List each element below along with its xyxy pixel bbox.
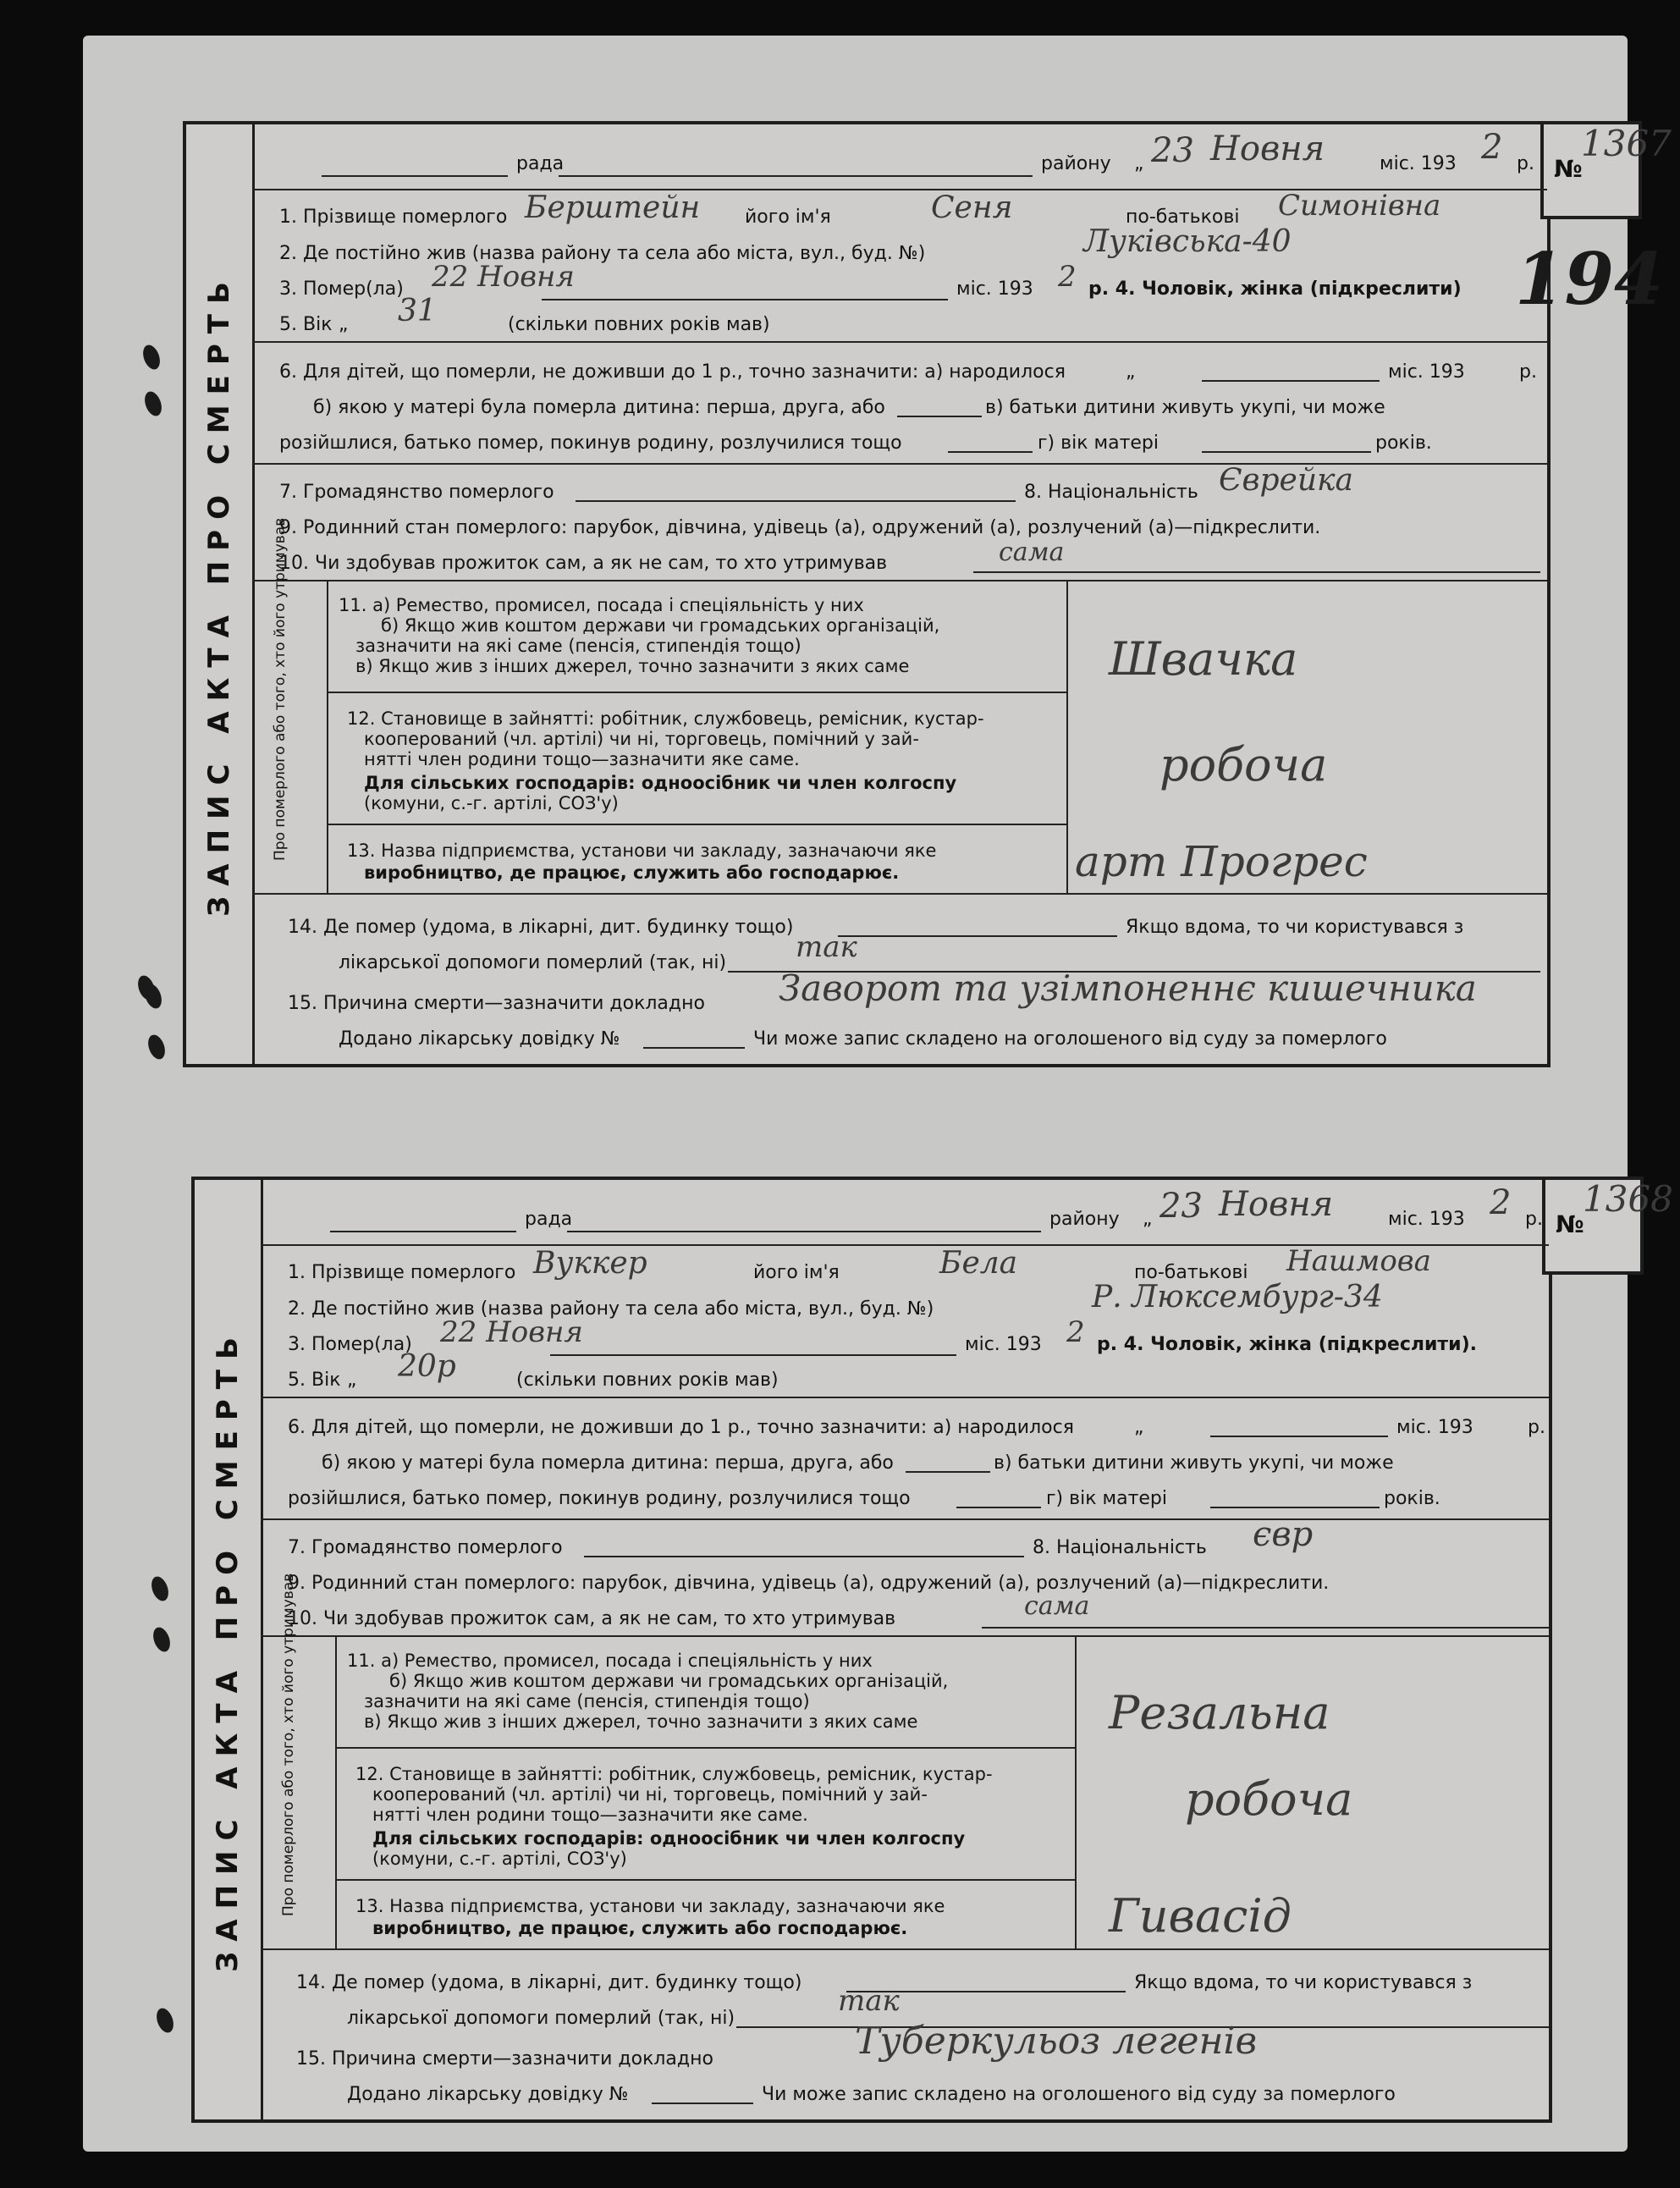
- margin-number: 194: [1515, 237, 1664, 321]
- header-rada: рада: [525, 1209, 573, 1230]
- row-6-quote: „: [1126, 361, 1136, 383]
- row-1-surname: Вуккер: [533, 1246, 647, 1281]
- row-11-line3: зазначити на які саме (пенсія, стипендія тощо): [355, 636, 801, 656]
- row-6-line2b: в) батьки дитини живуть укупі, чи може: [985, 397, 1385, 418]
- row-11-value: Швачка: [1109, 632, 1298, 686]
- header-year: 2: [1490, 1183, 1512, 1222]
- row-11-line4: в) Якщо жив з інших джерел, точно зазначити з яких саме: [364, 1711, 918, 1732]
- row-12-line1: 12. Становище в зайнятті: робітник, службовець, ремісник, кустар-: [355, 1764, 993, 1784]
- death-record-form-2: [191, 1177, 1673, 2123]
- row-13-value: арт Прогрес: [1075, 837, 1368, 886]
- row-3-mis: міс. 193: [956, 278, 1033, 300]
- row-2-value: Луківська-40: [1083, 224, 1292, 259]
- row-11-line1: 11. а) Ремество, промисел, посада і спеціяльність у них: [347, 1651, 873, 1671]
- row-13-line1: 13. Назва підприємства, установи чи закладу, зазначаючи яке: [355, 1896, 945, 1916]
- row-13-line2: виробництво, де працює, служить або господарює.: [364, 863, 900, 883]
- row-1-patr-label: по-батькові: [1126, 207, 1240, 228]
- vertical-title-box: [195, 1180, 263, 2119]
- row-5-quote: „: [347, 1370, 357, 1391]
- number-sign: №: [1554, 155, 1583, 183]
- row-11-line3: зазначити на які саме (пенсія, стипендія тощо): [364, 1691, 810, 1711]
- row-6-line3b: г) вік матері: [1038, 433, 1159, 454]
- row-7-label: 7. Громадянство померлого: [279, 482, 554, 503]
- row-12-line5: (комуни, с.-г. артілі, СОЗ'у): [364, 793, 619, 813]
- row-5-label: 5. Вік: [288, 1370, 341, 1391]
- record-number-box: [1542, 1177, 1673, 1275]
- header-quote: „: [1134, 153, 1144, 174]
- record-number: 1368: [1583, 1178, 1673, 1220]
- row-15-value: Заворот та узімпоненнє кишечника: [779, 967, 1477, 1009]
- side-label: Про померлого або того, хто його утримував: [280, 1573, 297, 1916]
- row-3-year: 2: [1066, 1315, 1085, 1349]
- row-11-line2: б) Якщо жив коштом держави чи громадських організацій,: [381, 615, 940, 636]
- row-10-label: 10. Чи здобував прожиток сам, а як не сам, то хто утримував: [288, 1608, 896, 1629]
- vertical-title: ЗАПИС АКТА ПРО СМЕРТЬ: [211, 1327, 245, 1972]
- punch-hole: [153, 2006, 176, 2035]
- row-3-tail: р. 4. Чоловік, жінка (підкреслити).: [1097, 1334, 1478, 1355]
- row-11-line2: б) Якщо жив коштом держави чи громадських організацій,: [389, 1671, 949, 1691]
- row-11-value: Резальна: [1109, 1686, 1330, 1739]
- header-year: 2: [1481, 128, 1503, 167]
- row-13-line2: виробництво, де працює, служить або господарює.: [372, 1918, 908, 1938]
- row-6-quote: „: [1134, 1417, 1144, 1438]
- row-14-value: так: [838, 1984, 900, 2018]
- vertical-title: ЗАПИС АКТА ПРО СМЕРТЬ: [202, 272, 236, 917]
- punch-hole: [145, 1033, 168, 1061]
- row-6-line1: 6. Для дітей, що померли, не доживши до 1 р., точно зазначити: а) народилося: [279, 361, 1066, 383]
- row-12-value: робоча: [1185, 1772, 1353, 1826]
- row-10-value: сама: [1024, 1591, 1090, 1621]
- row-6-line3a: розійшлися, батько помер, покинув родину, розлучилися тощо: [288, 1488, 911, 1509]
- row-5-tail: (скільки повних років мав): [508, 314, 770, 335]
- row-6-line3a: розійшлися, батько помер, покинув родину, розлучилися тощо: [279, 433, 902, 454]
- row-13-line1: 13. Назва підприємства, установи чи закладу, зазначаючи яке: [347, 840, 937, 861]
- row-16-label: Додано лікарську довідку №: [339, 1028, 620, 1050]
- row-16-tail: Чи може запис складено на оголошеного від суду за померлого: [762, 2084, 1396, 2105]
- row-12-line5: (комуни, с.-г. артілі, СОЗ'у): [372, 1849, 627, 1869]
- row-5-quote: „: [339, 314, 349, 335]
- punch-hole: [148, 1574, 171, 1603]
- header-month: Новня: [1210, 130, 1325, 168]
- row-1-label: 1. Прізвище померлого: [279, 207, 508, 228]
- row-6-mis: міс. 193: [1396, 1417, 1473, 1438]
- header-mis: міс. 193: [1380, 153, 1457, 174]
- row-8-nationality: Єврейка: [1219, 463, 1353, 498]
- row-9-label: 9. Родинний стан померлого: парубок, дівчина, удівець (а), одружений (а), розлучений (а)—підкреслити.: [288, 1573, 1330, 1594]
- row-1-name-label: його ім'я: [745, 207, 831, 228]
- header-r: р.: [1525, 1209, 1543, 1230]
- row-2-label: 2. Де постійно жив (назва району та села або міста, вул., буд. №): [288, 1298, 934, 1320]
- row-6-r: р.: [1519, 361, 1537, 383]
- header-rayon: району: [1041, 153, 1111, 174]
- row-14-tail: Якщо вдома, то чи користувався з: [1134, 1972, 1473, 1993]
- row-1-name-label: його ім'я: [753, 1262, 840, 1283]
- header-r: р.: [1517, 153, 1534, 174]
- row-14-line2: лікарської допомоги померлий (так, ні): [339, 952, 727, 973]
- row-3-mis: міс. 193: [965, 1334, 1042, 1355]
- row-5-tail: (скільки повних років мав): [516, 1370, 779, 1391]
- side-label: Про померлого або того, хто його утримував: [272, 517, 289, 861]
- row-12-line1: 12. Становище в зайнятті: робітник, службовець, ремісник, кустар-: [347, 708, 984, 729]
- row-14-value: так: [796, 930, 857, 964]
- row-1-label: 1. Прізвище померлого: [288, 1262, 516, 1283]
- row-6-r: р.: [1528, 1417, 1545, 1438]
- row-6-line2a: б) якою у матері була померла дитина: перша, друга, або: [322, 1452, 894, 1474]
- row-11-line1: 11. а) Ремество, промисел, посада і спеціяльність у них: [339, 595, 864, 615]
- row-1-name: Сеня: [931, 190, 1013, 225]
- row-6-line3b: г) вік матері: [1046, 1488, 1167, 1509]
- header-rayon: району: [1049, 1209, 1120, 1230]
- row-6-mis: міс. 193: [1388, 361, 1465, 383]
- row-12-line2: кооперований (чл. артілі) чи ні, торговець, помічний у зай-: [372, 1784, 928, 1805]
- row-12-value: робоча: [1159, 738, 1328, 791]
- row-8-nationality: євр: [1253, 1515, 1314, 1554]
- row-10-label: 10. Чи здобував прожиток сам, а як не сам, то хто утримував: [279, 553, 888, 574]
- row-3-tail: р. 4. Чоловік, жінка (підкреслити): [1088, 278, 1462, 300]
- row-1-name: Бела: [939, 1246, 1018, 1281]
- row-13-value: Гивасід: [1109, 1889, 1292, 1943]
- row-10-value: сама: [999, 537, 1065, 567]
- row-16-tail: Чи може запис складено на оголошеного від суду за померлого: [753, 1028, 1387, 1050]
- record-number-box: [1540, 121, 1672, 219]
- row-9-label: 9. Родинний стан померлого: парубок, дівчина, удівець (а), одружений (а), розлучений (а)—підкреслити.: [279, 517, 1321, 538]
- row-3-year: 2: [1058, 260, 1077, 294]
- row-6-line3c: років.: [1384, 1488, 1440, 1509]
- row-6-line2a: б) якою у матері була померла дитина: перша, друга, або: [313, 397, 885, 418]
- row-14-label: 14. Де помер (удома, в лікарні, дит. будинку тощо): [296, 1972, 802, 1993]
- header-rada: рада: [516, 153, 565, 174]
- row-16-label: Додано лікарську довідку №: [347, 2084, 629, 2105]
- row-12-line3: нятті член родини тощо—зазначити яке саме.: [364, 749, 800, 769]
- row-11-line4: в) Якщо жив з інших джерел, точно зазначити з яких саме: [355, 656, 910, 676]
- row-14-label: 14. Де помер (удома, в лікарні, дит. будинку тощо): [288, 917, 794, 938]
- row-15-value: Туберкульоз легенів: [855, 2020, 1258, 2063]
- row-12-line4: Для сільських господарів: одноосібник чи член колгоспу: [364, 773, 957, 793]
- header-month: Новня: [1219, 1185, 1334, 1224]
- row-5-age: 20р: [398, 1349, 456, 1384]
- punch-hole: [140, 343, 162, 372]
- row-14-line2: лікарської допомоги померлий (так, ні): [347, 2008, 735, 2029]
- vertical-title-box: [186, 124, 255, 1064]
- row-1-surname: Берштейн: [525, 190, 701, 225]
- row-3-date: 22 Новня: [440, 1315, 583, 1349]
- row-5-age: 31: [398, 294, 437, 328]
- row-15-label: 15. Причина смерти—зазначити докладно: [296, 2048, 713, 2070]
- punch-hole: [141, 389, 164, 418]
- row-1-patronymic: Нашмова: [1286, 1244, 1431, 1278]
- row-14-tail: Якщо вдома, то чи користувався з: [1126, 917, 1464, 938]
- row-15-label: 15. Причина смерти—зазначити докладно: [288, 993, 705, 1014]
- row-8-label: 8. Національність: [1033, 1537, 1207, 1558]
- row-12-line2: кооперований (чл. артілі) чи ні, торговець, помічний у зай-: [364, 729, 919, 749]
- row-8-label: 8. Національність: [1024, 482, 1198, 503]
- row-1-patronymic: Симонівна: [1278, 189, 1441, 223]
- record-number: 1367: [1581, 123, 1672, 164]
- row-2-label: 2. Де постійно жив (назва району та села або міста, вул., буд. №): [279, 243, 926, 264]
- row-3-label: 3. Помер(ла): [279, 278, 404, 300]
- row-5-label: 5. Вік: [279, 314, 333, 335]
- row-6-line3c: років.: [1375, 433, 1432, 454]
- header-day: 23: [1159, 1187, 1203, 1226]
- row-12-line3: нятті член родини тощо—зазначити яке саме.: [372, 1805, 808, 1825]
- number-sign: №: [1556, 1210, 1584, 1238]
- row-7-label: 7. Громадянство померлого: [288, 1537, 563, 1558]
- punch-hole: [150, 1625, 173, 1654]
- row-3-label: 3. Помер(ла): [288, 1334, 412, 1355]
- row-2-value: Р. Люксембург-34: [1092, 1280, 1383, 1314]
- header-day: 23: [1151, 131, 1194, 170]
- row-3-date: 22 Новня: [432, 260, 575, 294]
- row-6-line2b: в) батьки дитини живуть укупі, чи може: [994, 1452, 1394, 1474]
- row-12-line4: Для сільських господарів: одноосібник чи член колгоспу: [372, 1828, 966, 1849]
- row-1-patr-label: по-батькові: [1134, 1262, 1248, 1283]
- header-mis: міс. 193: [1388, 1209, 1465, 1230]
- row-6-line1: 6. Для дітей, що померли, не доживши до 1 р., точно зазначити: а) народилося: [288, 1417, 1074, 1438]
- header-quote: „: [1143, 1209, 1153, 1230]
